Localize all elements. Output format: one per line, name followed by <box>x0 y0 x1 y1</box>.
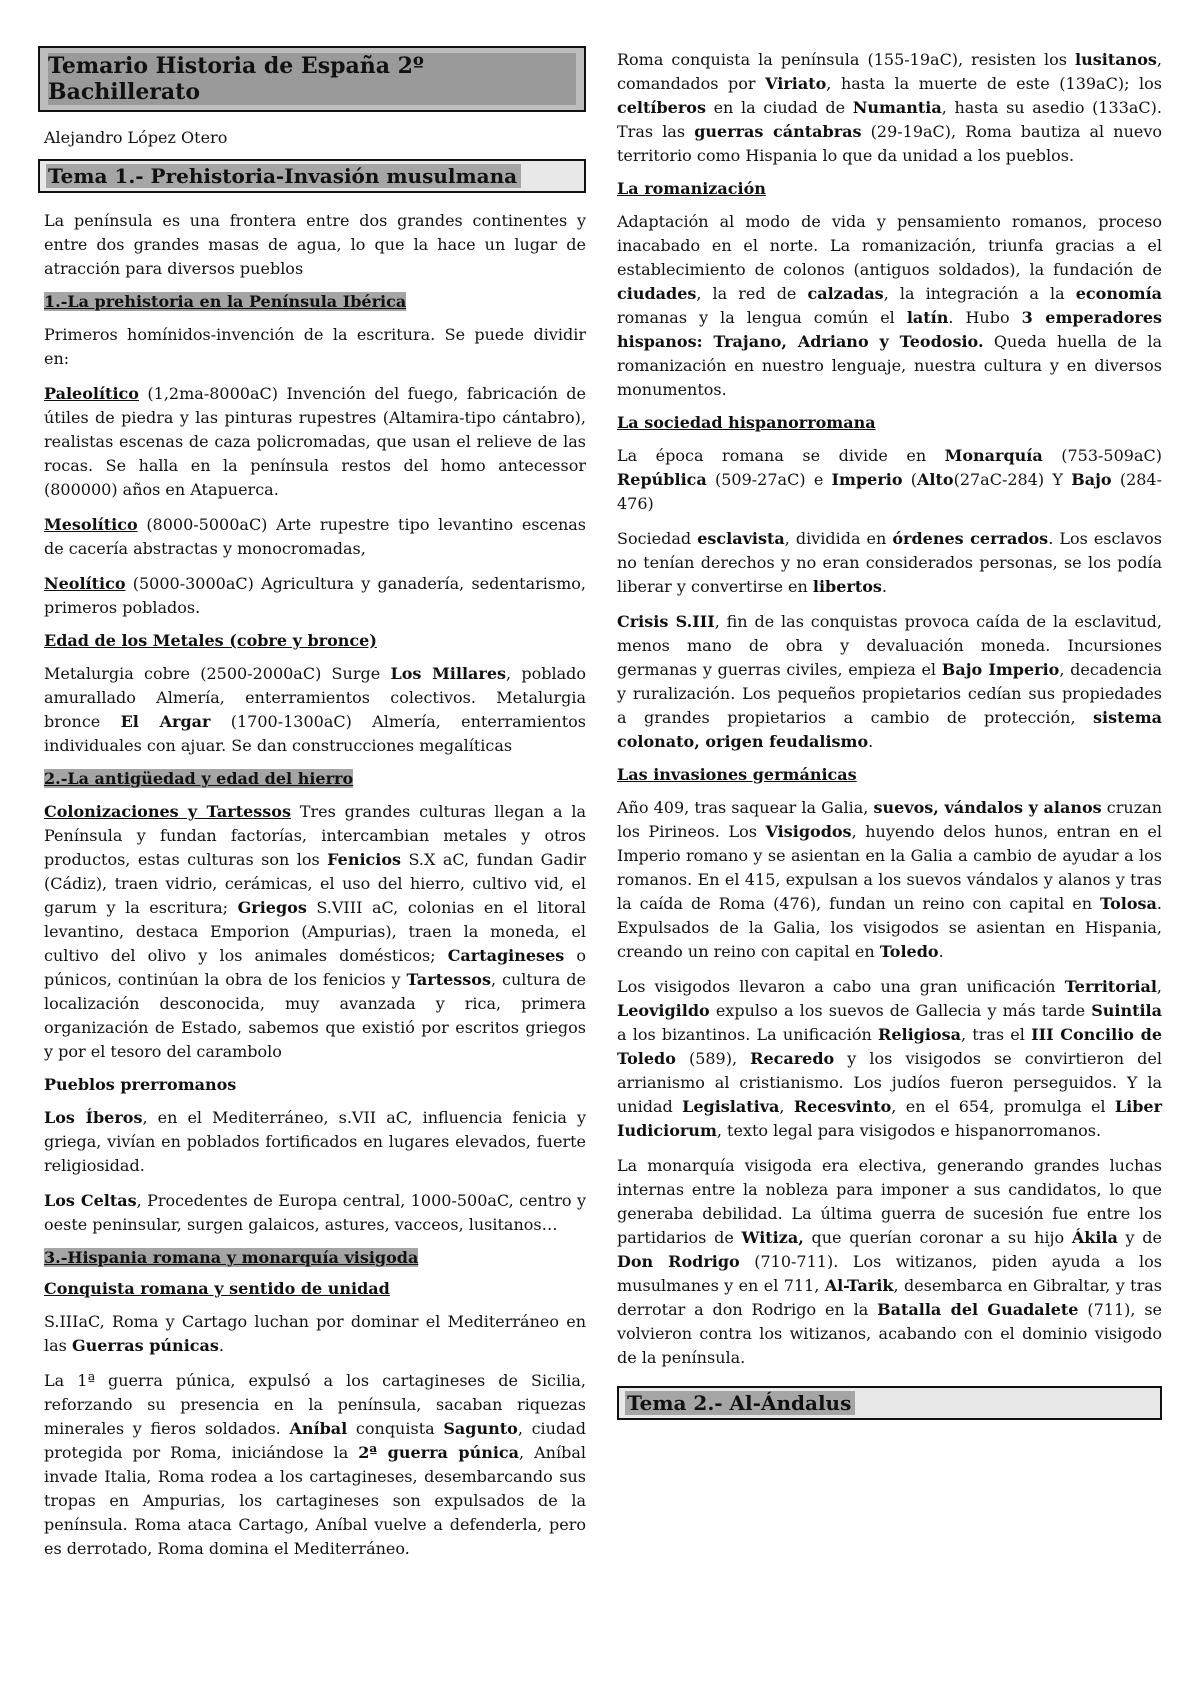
conquista-paragraph-1: S.IIIaC, Roma y Cartago luchan por dominar el Mediterráneo en las Guerras púnicas. <box>44 1312 586 1355</box>
sociedad-paragraph-1: La época romana se divide en Monarquía (753-509aC) República (509-27aC) e Imperio (Alto(27aC-284) Y Bajo (284-476) <box>617 446 1163 513</box>
right-column <box>617 48 1162 1436</box>
romanizacion-heading: La romanización <box>617 179 766 198</box>
section3-heading: 3.-Hispania romana y monarquía visigoda <box>44 1248 419 1267</box>
celtas-paragraph: Los Celtas, Procedentes de Europa central, 1000-500aC, centro y oeste peninsular, surgen galaicos, astures, vacceos, lusitanos… <box>44 1191 586 1234</box>
romanizacion-paragraph: Adaptación al modo de vida y pensamiento romanos, proceso inacabado en el norte. La romanización, triunfa gracias a el establecimiento de colonos (antiguos soldados), la fundación de ciudades, la red de calzadas, la integración a la economía romanas y la lengua común el latín. Hubo 3 emperadores hispanos: Trajano, Adriano y Teodosio. Queda huella de la romanización en nuestro lenguaje, nuestra cultura y en diversos monumentos. <box>617 212 1163 399</box>
paragraph: Primeros homínidos-invención de la escritura. Se puede dividir en: <box>44 325 586 368</box>
tema1-intro: La península es una frontera entre dos grandes continentes y entre dos grandes masas de agua, lo que la hace un lugar de atracción para diversos pueblos <box>44 211 586 278</box>
conquista-paragraph-3: Roma conquista la península (155-19aC), resisten los lusitanos, comandados por Viriato, hasta la muerte de este (139aC); los celtíberos en la ciudad de Numantia, hasta su asedio (133aC). Tras las guerras cántabras (29-19aC), Roma bautiza al nuevo territorio como Hispania lo que da unidad a los pueblos. <box>617 50 1163 165</box>
tema1-heading: Tema 1.- Prehistoria-Invasión musulmana <box>38 159 586 193</box>
left-column <box>38 46 586 1572</box>
colonizaciones-paragraph: Colonizaciones y Tartessos Tres grandes culturas llegan a la Península y fundan factorías, intercambian metales y otros productos, estas culturas son los Fenicios S.X aC, fundan Gadir (Cádiz), traen vidrio, cerámicas, el uso del hierro, cultivo vid, el garum y la escritura; Griegos S.VIII aC, colonias en el litoral levantino, destaca Emporion (Ampurias), traen la moneda, el cultivo del olivo y los animales domésticos; Cartagineses o púnicos, continúan la obra de los fenicios y Tartessos, cultura de localización desconocida, muy avanzada y rica, primera organización de Estado, sabemos que existió por escritos griegos y por el tesoro del carambolo <box>44 802 587 1061</box>
metales-heading: Edad de los Metales (cobre y bronce) <box>44 631 377 650</box>
tema2-heading: Tema 2.- Al-Ándalus <box>617 1386 1162 1420</box>
iberos-paragraph: Los Íberos, en el Mediterráneo, s.VII aC, influencia fenicia y griega, vivían en poblados fortificados en lugares elevados, fuerte religiosidad. <box>44 1108 586 1175</box>
neolitico-paragraph: Neolítico (5000-3000aC) Agricultura y ganadería, sedentarismo, primeros poblados. <box>44 574 586 617</box>
invasiones-paragraph-2: Los visigodos llevaron a cabo una gran unificación Territorial, Leovigildo expulso a los suevos de Gallecia y más tarde Suintila a los bizantinos. La unificación Religiosa, tras el III Concilio de Toledo (589), Recaredo y los visigodos se convirtieron del arrianismo al cristianismo. Los judíos fueron perseguidos. Y la unidad Legislativa, Recesvinto, en el 654, promulga el Liber Iudiciorum, texto legal para visigodos e hispanorromanos. <box>617 977 1163 1140</box>
pueblos-heading: Pueblos prerromanos <box>44 1075 237 1094</box>
invasiones-paragraph-3: La monarquía visigoda era electiva, generando grandes luchas internas entre la nobleza para imponer a sus candidatos, lo que generaba debilidad. La última guerra de sucesión fue entre los partidarios de Witiza, que querían coronar a su hijo Ákila y de Don Rodrigo (710-711). Los witizanos, piden ayuda a los musulmanes y en el 711, Al-Tarik, desembarca en Gibraltar, y tras derrotar a don Rodrigo en la Batalla del Guadalete (711), se volvieron contra los witizanos, acabando con el dominio visigodo de la península. <box>617 1156 1163 1367</box>
sociedad-paragraph-3: Crisis S.III, fin de las conquistas provoca caída de la esclavitud, menos mano de obra y devaluación moneda. Incursiones germanas y guerras civiles, empieza el Bajo Imperio, decadencia y ruralización. Los pequeños propietarios cedían sus propiedades a grandes propietarios a cambio de protección, sistema colonato, origen feudalismo. <box>617 612 1163 751</box>
invasiones-paragraph-1: Año 409, tras saquear la Galia, suevos, vándalos y alanos cruzan los Pirineos. Los Visigodos, huyendo delos hunos, entran en el Imperio romano y se asientan en la Galia a cambio de ayudar a los romanos. En el 415, expulsan a los suevos vándalos y alanos y tras la caída de Roma (476), fundan un reino con capital en Tolosa. Expulsados de la Galia, los visigodos se asientan en Hispania, creando un reino con capital en Toledo. <box>617 798 1163 961</box>
section1-heading: 1.-La prehistoria en la Península Ibérica <box>44 292 407 311</box>
invasiones-heading: Las invasiones germánicas <box>617 765 857 784</box>
mesolitico-paragraph: Mesolítico (8000-5000aC) Arte rupestre tipo levantino escenas de cacería abstractas y monocromadas, <box>44 515 586 558</box>
conquista-heading: Conquista romana y sentido de unidad <box>44 1279 390 1298</box>
section2-heading: 2.-La antigüedad y edad del hierro <box>44 769 354 788</box>
metales-paragraph: Metalurgia cobre (2500-2000aC) Surge Los Millares, poblado amurallado Almería, enterramientos colectivos. Metalurgia bronce El Argar (1700-1300aC) Almería, enterramientos individuales con ajuar. Se dan construcciones megalíticas <box>44 664 587 755</box>
conquista-paragraph-2: La 1ª guerra púnica, expulsó a los cartagineses de Sicilia, reforzando su presencia en la península, sacaban riquezas minerales y fieros soldados. Aníbal conquista Sagunto, ciudad protegida por Roma, iniciándose la 2ª guerra púnica, Aníbal invade Italia, Roma rodea a los cartagineses, desembarcando sus tropas en Ampurias, los cartagineses son expulsados de la península. Roma ataca Cartago, Aníbal vuelve a defenderla, pero es derrotado, Roma domina el Mediterráneo. <box>44 1371 587 1558</box>
document-title: Temario Historia de España 2º Bachillerato <box>38 46 586 112</box>
sociedad-heading: La sociedad hispanorromana <box>617 413 876 432</box>
author-name: Alejandro López Otero <box>44 128 228 147</box>
paleolitico-paragraph: Paleolítico (1,2ma-8000aC) Invención del fuego, fabricación de útiles de piedra y las pinturas rupestres (Altamira-tipo cántabro), realistas escenas de caza policromadas, que usan el relieve de las rocas. Se halla en la península restos del homo antecessor (800000) años en Atapuerca. <box>44 384 586 499</box>
sociedad-paragraph-2: Sociedad esclavista, dividida en órdenes cerrados. Los esclavos no tenían derechos y no eran considerados personas, se los podía liberar y convertirse en libertos. <box>617 529 1162 596</box>
